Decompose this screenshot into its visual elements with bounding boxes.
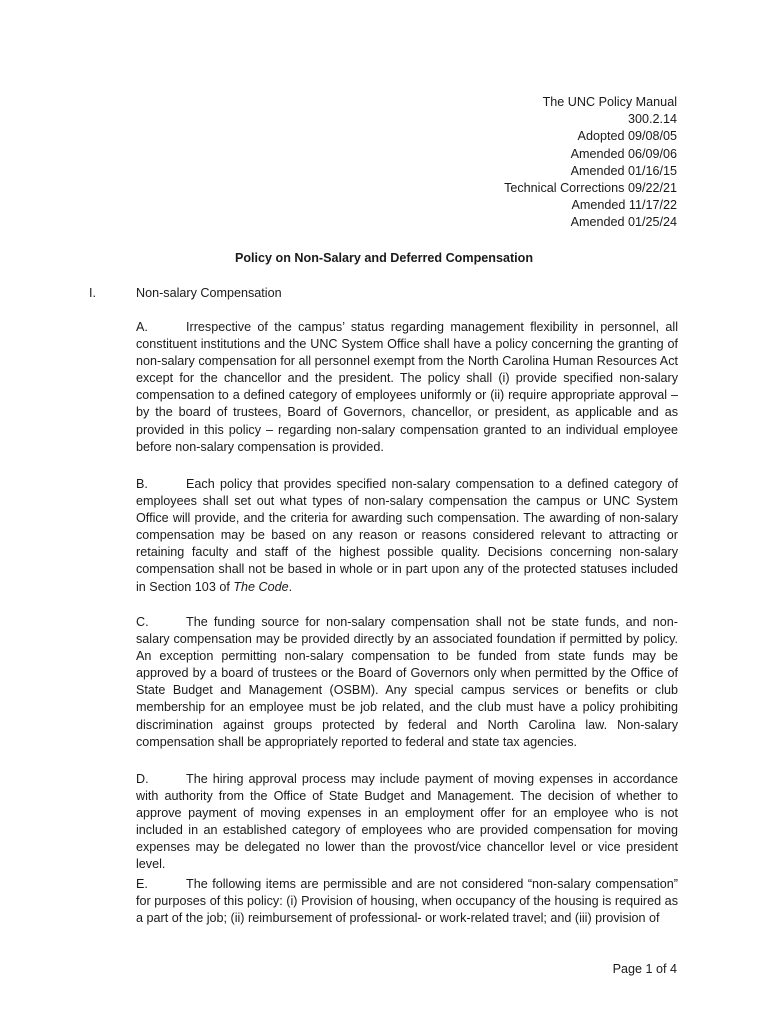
paragraph-text: Each policy that provides specified non-salary compensation to a defined category of employees shall set out what types of non-salary compensation the campus or UNC System Office will provide, and the criteria for awarding such compensation. The awarding of non-salary compensation may be based on any reason or reasons considered relevant to attracting or retaining faculty and staff of the highest possible quality. Decisions concerning non-salary compensation shall not be based in whole or in part upon any of the protected statuses included in Section 103 of bbox=[136, 477, 678, 594]
paragraph-e bbox=[136, 876, 678, 927]
paragraph-end: . bbox=[288, 579, 293, 594]
policy-title: Policy on Non-Salary and Deferred Compensation bbox=[234, 251, 534, 265]
section-heading bbox=[89, 285, 282, 302]
paragraph-label: B. bbox=[136, 477, 148, 491]
paragraph-a bbox=[136, 319, 678, 456]
page-number: Page 1 of 4 bbox=[612, 962, 677, 976]
code-reference: The Code bbox=[233, 579, 289, 594]
history-entry: Amended 06/09/06 bbox=[570, 146, 677, 161]
paragraph-c bbox=[136, 614, 678, 751]
paragraph-label: D. bbox=[136, 772, 149, 786]
history-entry: Amended 11/17/22 bbox=[571, 198, 677, 213]
history-entry: Amended 01/25/24 bbox=[570, 215, 677, 230]
paragraph-b bbox=[136, 476, 678, 596]
section-number: I. bbox=[89, 286, 96, 300]
history-entry: Amended 01/16/15 bbox=[570, 163, 677, 178]
history-entry: Technical Corrections 09/22/21 bbox=[504, 181, 677, 196]
section-title: Non-salary Compensation bbox=[136, 286, 282, 300]
paragraph-label: E. bbox=[136, 877, 148, 891]
paragraph-d bbox=[136, 771, 678, 874]
paragraph-text: The funding source for non-salary compensation shall not be state funds, and non-salary compensation may be provided directly by an associated foundation if permitted by policy. An exception permitting non-salary compensation to be funded from state funds may be approved by a board of trustees or the Board of Governors only when permitted by the Office of State Budget and Management (OSBM). Any special campus services or benefits or club membership for an employee must be job related, and the club must have a policy prohibiting discrimination against groups protected by federal and North Carolina law. Non-salary compensation shall be appropriately reported to federal and state tax agencies. bbox=[136, 615, 678, 749]
history-entry: Adopted 09/08/05 bbox=[577, 129, 677, 144]
policy-header bbox=[504, 94, 677, 232]
paragraph-text: The following items are permissible and are not considered “non-salary compensation” for purposes of this policy: (i) Provision of housing, when occupancy of the housing is required as a part of the job; (ii) reimbursement of professional- or work-related travel; and (iii) provision of bbox=[136, 877, 678, 926]
paragraph-text: Irrespective of the campus’ status regarding management flexibility in personnel, all constituent institutions and the UNC System Office shall have a policy concerning the granting of non-salary compensation for all personnel exempt from the North Carolina Human Resources Act except for the chancellor and the president. The policy shall (i) provide specified non-salary compensation to a defined category of employees uniformly or (ii) require appropriate approval – by the board of trustees, Board of Governors, chancellor, or president, as applicable and as provided in this policy – regarding non-salary compensation granted to an individual employee before non-salary compensation is provided. bbox=[136, 320, 678, 454]
manual-name: The UNC Policy Manual bbox=[542, 95, 677, 109]
paragraph-label: C. bbox=[136, 615, 149, 629]
paragraph-text: The hiring approval process may include payment of moving expenses in accordance with authority from the Office of State Budget and Management. The decision of whether to approve payment of moving expenses in an employment offer for an employee who is not included in an established category of employees who are provided compensation for moving expenses may be delegated no lower than the provost/vice chancellor level or vice president level. bbox=[136, 772, 678, 872]
paragraph-label: A. bbox=[136, 320, 148, 334]
policy-number: 300.2.14 bbox=[627, 112, 677, 127]
